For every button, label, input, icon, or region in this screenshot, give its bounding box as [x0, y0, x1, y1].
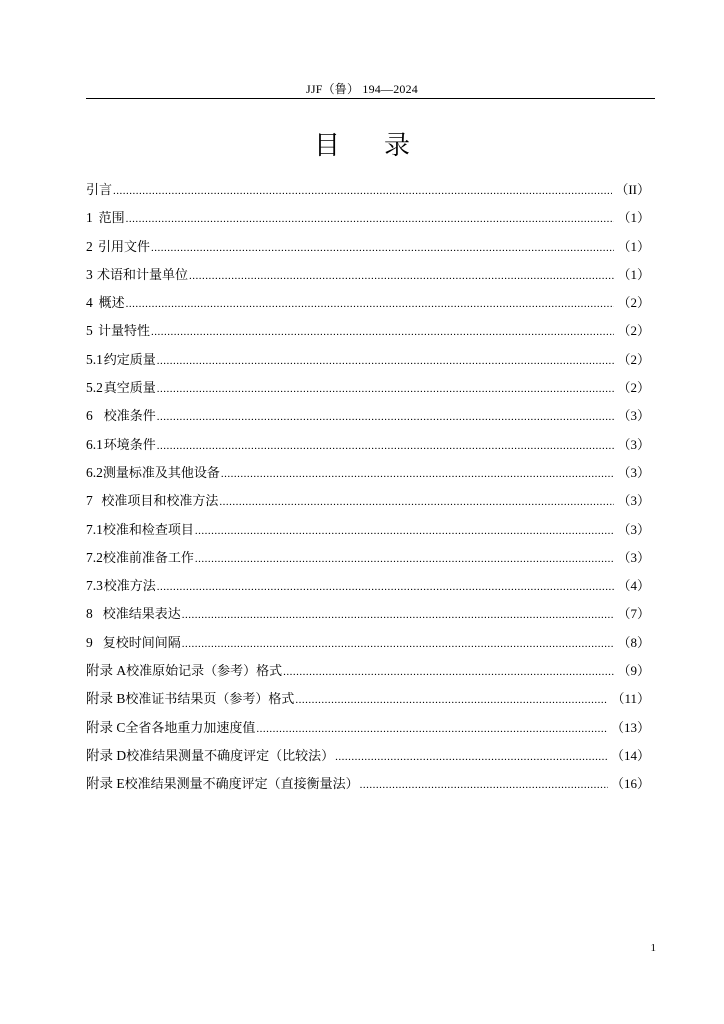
toc-entry-label: 概述	[98, 296, 125, 312]
toc-entry-number: 附录 E	[86, 776, 125, 792]
toc-entry-label: 复校时间间隔	[102, 635, 181, 651]
toc-dot-leader	[189, 264, 614, 288]
toc-entry-number: 4	[86, 295, 93, 311]
toc-entry-page: （3）	[617, 408, 650, 424]
toc-entry-number: 1	[86, 210, 93, 226]
toc-entry-page: （8）	[617, 634, 650, 650]
toc-entry-label: 计量特性	[97, 324, 150, 340]
toc-entry-label: 术语和计量单位	[97, 267, 189, 283]
toc-entry-label: 全省各地重力加速度值	[125, 720, 256, 736]
toc-dot-leader	[182, 603, 615, 627]
toc-entry-page: （3）	[617, 521, 650, 537]
toc-entry-number: 5	[86, 323, 93, 339]
toc-dot-leader	[195, 519, 615, 543]
toc-entry-label: 校准结果测量不确度评定（比较法）	[126, 748, 335, 764]
toc-entry-label: 校准项目和校准方法	[101, 494, 219, 510]
toc-dot-leader	[151, 236, 615, 260]
toc-entry-number: 9	[86, 634, 93, 650]
toc-entry[interactable]	[86, 687, 650, 715]
toc-entry[interactable]	[86, 489, 650, 517]
toc-entry-page: （1）	[617, 266, 650, 282]
toc-entry[interactable]	[86, 348, 650, 376]
toc-entry-page: （2）	[617, 380, 650, 396]
table-of-contents	[86, 178, 650, 801]
toc-entry-label: 范围	[98, 211, 125, 227]
toc-entry-page: （1）	[617, 238, 650, 254]
toc-entry[interactable]	[86, 744, 650, 772]
toc-dot-leader	[126, 292, 615, 316]
toc-dot-leader	[157, 377, 615, 401]
toc-dot-leader	[335, 745, 608, 769]
page-number: 1	[650, 942, 656, 954]
toc-dot-leader	[360, 773, 608, 797]
toc-entry-number: 2	[86, 238, 93, 254]
toc-entry[interactable]	[86, 376, 650, 404]
header-rule	[86, 98, 655, 99]
toc-entry-page: （2）	[617, 351, 650, 367]
toc-entry-label: 校准结果表达	[102, 607, 181, 623]
toc-entry-label: 校准方法	[103, 579, 156, 595]
toc-entry-label: 校准原始记录（参考）格式	[126, 664, 283, 680]
toc-entry[interactable]	[86, 518, 650, 546]
toc-entry-number: 附录 A	[86, 663, 127, 679]
toc-entry-number: 7.3	[86, 578, 103, 594]
toc-entry-label: 测量标准及其他设备	[102, 465, 220, 481]
toc-entry[interactable]	[86, 291, 650, 319]
toc-entry-label: 校准和检查项目	[102, 522, 194, 538]
toc-dot-leader	[221, 462, 615, 486]
toc-entry-number: 6.2	[86, 464, 103, 480]
document-code-header: JJF（鲁） 194—2024	[305, 82, 418, 96]
toc-entry[interactable]	[86, 631, 650, 659]
toc-entry-page: （3）	[617, 549, 650, 565]
toc-entry-page: （2）	[617, 323, 650, 339]
toc-dot-leader	[295, 688, 608, 712]
toc-entry-label: 引言	[86, 183, 113, 198]
toc-entry-page: （11）	[611, 691, 650, 707]
toc-entry-page: （13）	[610, 719, 650, 735]
toc-entry-number: 6.1	[86, 436, 103, 452]
toc-entry-label: 环境条件	[103, 437, 156, 453]
toc-entry-number: 7.2	[86, 549, 103, 565]
toc-entry[interactable]	[86, 602, 650, 630]
toc-entry-page: （2）	[617, 295, 650, 311]
toc-dot-leader	[256, 717, 608, 741]
toc-entry-number: 附录 B	[86, 691, 126, 707]
toc-entry-page: （9）	[617, 663, 650, 679]
toc-entry[interactable]	[86, 235, 650, 263]
toc-dot-leader	[113, 179, 612, 203]
toc-entry[interactable]	[86, 404, 650, 432]
toc-entry-page: （16）	[610, 776, 650, 792]
toc-entry[interactable]	[86, 574, 650, 602]
toc-entry[interactable]	[86, 461, 650, 489]
toc-entry[interactable]	[86, 433, 650, 461]
toc-entry-number: 3	[86, 266, 93, 282]
toc-dot-leader	[157, 434, 615, 458]
toc-entry-page: （II）	[615, 182, 650, 197]
toc-entry-number: 6	[86, 408, 93, 424]
toc-dot-leader	[195, 547, 615, 571]
toc-entry[interactable]	[86, 659, 650, 687]
toc-entry-page: （1）	[617, 210, 650, 226]
toc-dot-leader	[157, 575, 615, 599]
toc-entry[interactable]	[86, 546, 650, 574]
toc-dot-leader	[157, 349, 615, 373]
toc-entry-number: 5.1	[86, 351, 103, 367]
toc-dot-leader	[283, 660, 614, 684]
toc-entry-number: 8	[86, 606, 93, 622]
toc-entry-page: （3）	[617, 464, 650, 480]
toc-entry-page: （4）	[617, 578, 650, 594]
toc-entry-page: （7）	[617, 606, 650, 622]
toc-entry-label: 真空质量	[103, 381, 156, 397]
toc-entry-number: 7.1	[86, 521, 103, 537]
toc-entry-page: （3）	[617, 493, 650, 509]
toc-entry-label: 引用文件	[97, 239, 150, 255]
toc-dot-leader	[182, 632, 615, 656]
toc-entry[interactable]	[86, 716, 650, 744]
toc-entry-label: 约定质量	[103, 352, 156, 368]
toc-entry-number: 附录 C	[86, 719, 126, 735]
toc-dot-leader	[151, 320, 615, 344]
toc-entry-page: （3）	[617, 436, 650, 452]
toc-entry-number: 附录 D	[86, 747, 127, 763]
toc-entry-label: 校准结果测量不确度评定（直接衡量法）	[124, 777, 359, 793]
toc-entry-label: 校准条件	[103, 409, 156, 425]
toc-entry[interactable]	[86, 319, 650, 347]
toc-entry-page: （14）	[610, 747, 650, 763]
toc-entry-number: 5.2	[86, 380, 103, 396]
toc-dot-leader	[157, 405, 615, 429]
toc-entry[interactable]	[86, 772, 650, 800]
toc-entry-number: 7	[86, 493, 93, 509]
toc-dot-leader	[219, 490, 614, 514]
toc-entry[interactable]	[86, 178, 650, 206]
toc-entry[interactable]	[86, 206, 650, 234]
toc-title: 目录	[313, 131, 454, 161]
toc-entry[interactable]	[86, 263, 650, 291]
toc-entry-label: 校准证书结果页（参考）格式	[125, 692, 295, 708]
toc-entry-label: 校准前准备工作	[102, 550, 194, 566]
toc-dot-leader	[126, 207, 615, 231]
